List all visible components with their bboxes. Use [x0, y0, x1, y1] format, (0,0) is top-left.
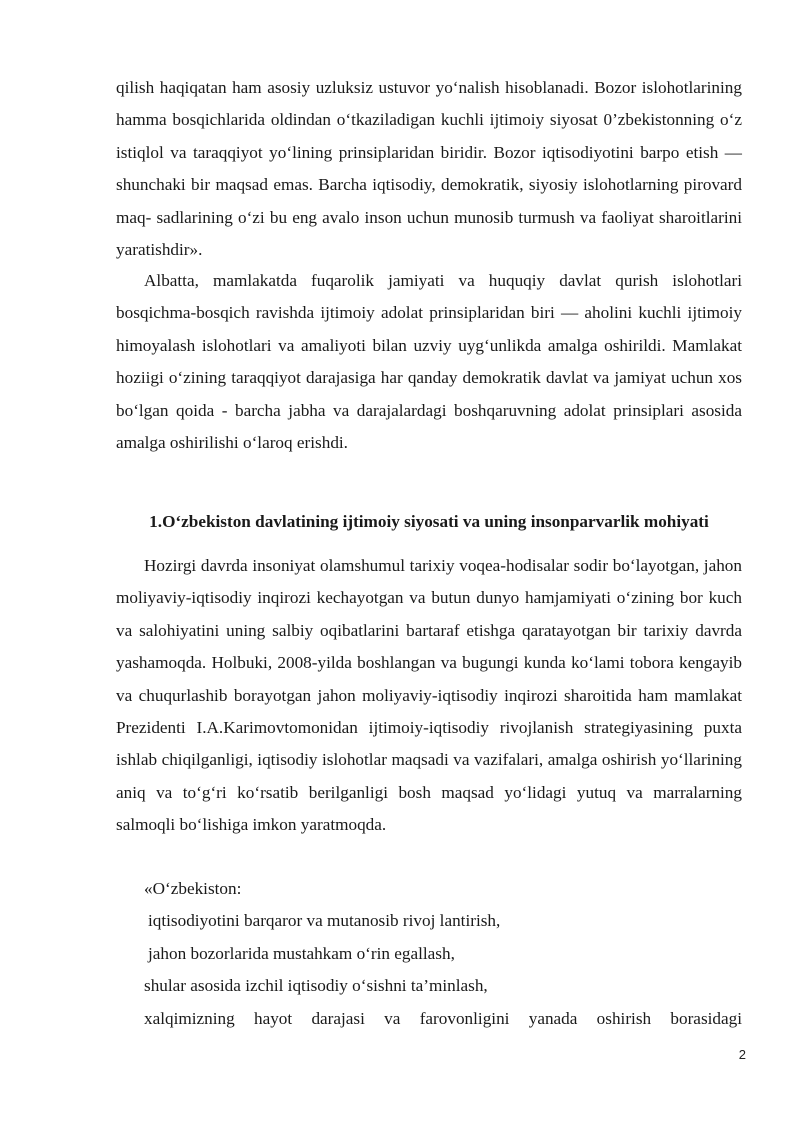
paragraph-3 [116, 550, 742, 842]
section-heading: 1.O‘zbekiston davlatining ijtimoiy siyosati va uning insonparvarlik mohiyati [149, 512, 709, 531]
paragraph-1-text: qilish haqiqatan ham asosiy uzluksiz ustuvor yo‘nalish hisoblanadi. Bozor islohotlarining hamma bosqichlarida oldindan o‘tkaziladigan kuchli ijtimoiy siyosat 0’zbekistonning o‘z istiqlol va taraqqiyot yo‘lining prinsiplaridan biridir. Bozor iqtisodiyotini barpo etish — shunchaki bir maqsad emas. Barcha iqtisodiy, demokratik, siyosiy islohotlarning pirovard maq- sadlarining o‘zi bu eng avalo inson uchun munosib turmush va faoliyat sharoitlarini yaratishdir». [116, 78, 742, 260]
page-number: 2 [738, 1047, 746, 1062]
quote-line-3: jahon bozorlarida mustahkam o‘rin egallash, [148, 943, 455, 963]
paragraph-2-text: Albatta, mamlakatda fuqarolik jamiyati va huquqiy davlat qurish islohotlari bosqichma-bosqich ravishda ijtimoiy adolat prinsiplaridan biri — aholini kuchli ijtimoiy himoyalash islohotlari va amaliyoti bilan uzviy uyg‘unlikda amalga oshirildi. Mamlakat hoziigi o‘zining taraqqiyot darajasiga har qanday demokratik davlat va jamiyat uchun xos bo‘lgan qoida - barcha jabha va darajalardagi boshqaruvning adolat prinsiplari asosida amalga oshirilishi o‘laroq erishdi. [116, 271, 742, 453]
quote-line-4: shular asosida izchil iqtisodiy o‘sishni ta’minlash, [144, 976, 488, 996]
quote-line-5: xalqimizning hayot darajasi va farovonligini yanada oshirish borasidagi [144, 1008, 742, 1028]
quote-line-2: iqtisodiyotini barqaror va mutanosib rivoj lantirish, [148, 911, 501, 931]
quote-list [144, 873, 742, 1035]
paragraph-3-text: Hozirgi davrda insoniyat olamshumul tarixiy voqea-hodisalar sodir bo‘layotgan, jahon moliyaviy-iqtisodiy inqirozi kechayotgan va butun dunyo hamjamiyati o‘zining bor kuch va salohiyatini uning salbiy oqibatlarini bartaraf etishga qaratayotgan bir tarixiy davrda yashamoqda. Holbuki, 2008-yilda boshlangan va bugungi kunda ko‘lami tobora kengayib va chuqurlashib borayotgan jahon moliyaviy-iqtisodiy inqirozi sharoitida ham mamlakat Prezidenti I.A.Karimovtomonidan ijtimoiy-iqtisodiy rivojlanish strategiyasining puxta ishlab chiqilganligi, iqtisodiy islohotlar maqsadi va vazifalari, amalga oshirish yo‘llarining aniq va to‘g‘ri ko‘rsatib berilganligi bosh maqsad yo‘lidagi yutuq va marralarning salmoqli bo‘lishiga imkon yaratmoqda. [116, 556, 742, 835]
paragraph-2 [116, 265, 742, 459]
quote-line-1: «O‘zbekiston: [144, 879, 242, 898]
paragraph-1 [116, 72, 742, 266]
